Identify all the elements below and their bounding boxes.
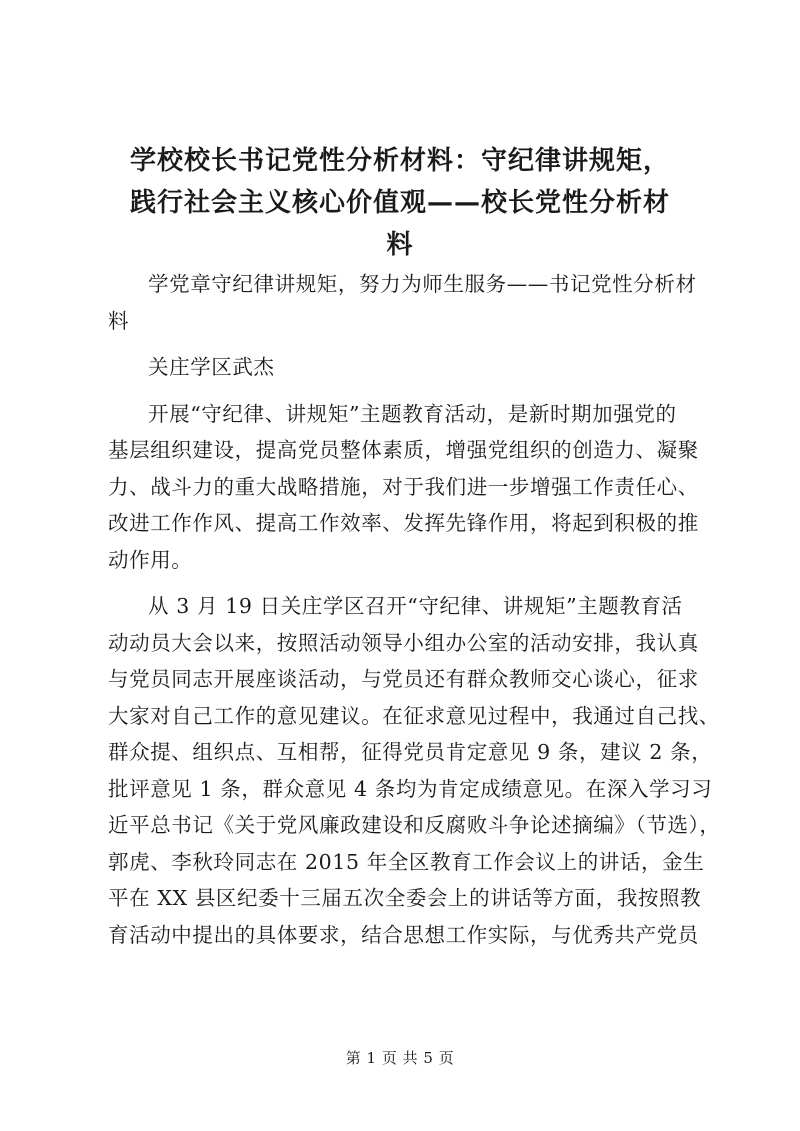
text-line: 动作用。	[108, 547, 193, 572]
document-body	[108, 266, 721, 953]
text-line: 基层组织建设，提高党员整体素质，增强党组织的创造力、凝聚	[108, 438, 699, 462]
text-line: 批评意见 1 条，群众意见 4 条均为肯定成绩意见。在深入学习习	[108, 776, 713, 801]
text-line: 动动员大会以来，按照活动领导小组办公室的活动安排，我认真	[108, 630, 699, 655]
text-line: 开展“守纪律、讲规矩”主题教育活动，是新时期加强党的	[148, 401, 677, 426]
author-line: 关庄学区武杰	[148, 355, 275, 379]
document-title	[100, 140, 700, 266]
text-line: 群众提、组织点、互相帮，征得党员肯定意见 9 条，建议 2 条，	[108, 740, 713, 764]
text-line: 学党章守纪律讲规矩，努力为师生服务——书记党性分析材	[148, 272, 697, 296]
text-line: 从 3 月 19 日关庄学区召开“守纪律、讲规矩”主题教育活	[148, 594, 683, 618]
text-line: 改进工作作风、提高工作效率、发挥先锋作用，将起到积极的推	[108, 511, 699, 535]
text-line: 近平总书记《关于党风廉政建设和反腐败斗争论述摘编》（节选），	[108, 813, 721, 837]
page-footer: 第 1 页 共 5 页	[345, 1049, 455, 1067]
paragraph-main	[108, 588, 721, 953]
text-line: 平在 XX 县区纪委十三届五次全委会上的讲话等方面，我按照教	[108, 886, 702, 910]
paragraph-author	[108, 349, 718, 386]
title-line: 料	[386, 230, 414, 260]
text-line: 力、战斗力的重大战略措施，对于我们进一步增强工作责任心、	[108, 474, 699, 499]
text-line: 大家对自己工作的意见建议。在征求意见过程中，我通过自己找、	[108, 703, 720, 728]
title-line: 学校校长书记党性分析材料：守纪律讲规矩，	[129, 146, 670, 176]
text-line: 郭虎、李秋玲同志在 2015 年全区教育工作会议上的讲话，金生	[108, 849, 705, 874]
paragraph-subtitle	[108, 266, 718, 339]
paragraph-intro	[108, 396, 718, 579]
text-line: 育活动中提出的具体要求，结合思想工作实际，与优秀共产党员	[108, 922, 699, 947]
text-line: 料	[108, 308, 130, 333]
text-line: 与党员同志开展座谈活动，与党员还有群众教师交心谈心，征求	[108, 667, 699, 691]
title-line: 践行社会主义核心价值观——校长党性分析材	[129, 188, 670, 218]
